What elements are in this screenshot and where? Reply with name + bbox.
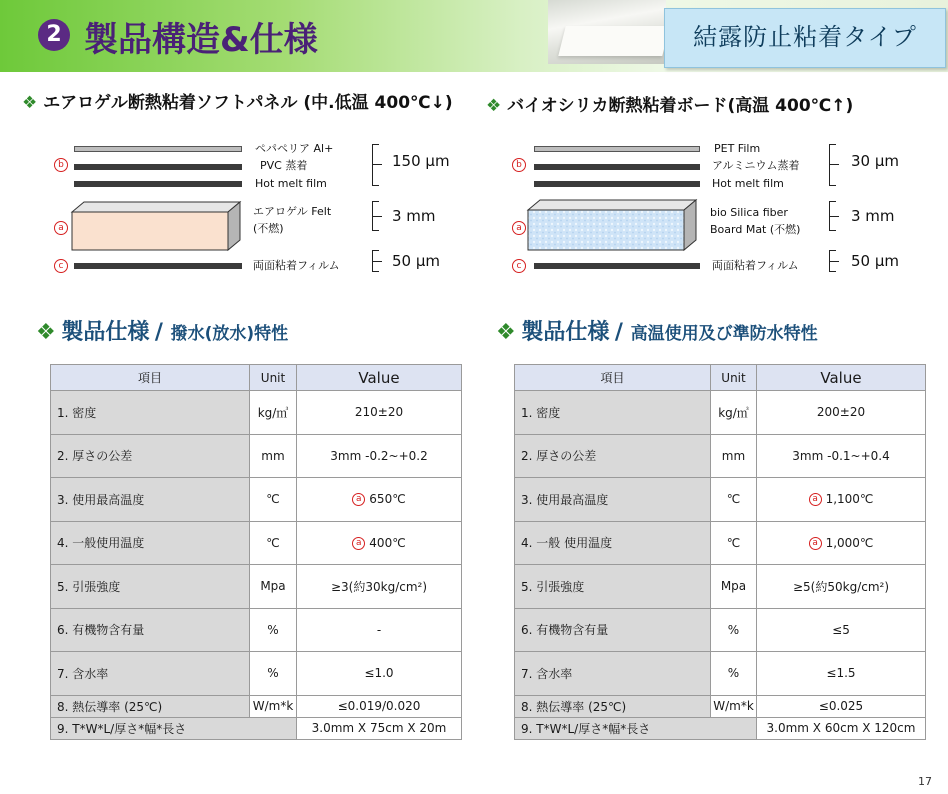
- row-value-text: ≥5(約50kg/cm²): [792, 579, 890, 594]
- table-row: [51, 652, 462, 696]
- right-marker-c: c: [512, 259, 526, 273]
- row-unit: mm: [711, 434, 757, 478]
- right-c-thickness: 50 µm: [851, 252, 900, 270]
- right-marker-b: b: [512, 158, 526, 172]
- row-value-text: ≤1.5: [826, 666, 856, 681]
- left-marker-b: b: [54, 158, 68, 172]
- left-double-tape-film: [74, 263, 242, 269]
- row-item: 2. 厚さの公差: [515, 434, 711, 478]
- row-unit: ℃: [711, 521, 757, 565]
- right-spec-subtitle: 高温使用及び準防水特性: [630, 324, 818, 344]
- right-a-line-1: bio Silica fiber: [710, 206, 788, 219]
- header-unit: Unit: [711, 365, 757, 391]
- left-marker-c: c: [54, 259, 68, 273]
- row-value-text: 400℃: [369, 535, 406, 550]
- header-value: Value: [297, 365, 462, 391]
- row-value: [757, 652, 926, 696]
- row-unit: ℃: [711, 478, 757, 522]
- right-a-line-2: Board Mat (不燃): [710, 223, 801, 236]
- table-header-row: [51, 365, 462, 391]
- table-row: [51, 434, 462, 478]
- row-value: [757, 434, 926, 478]
- slash-separator: /: [614, 320, 631, 345]
- row-unit: Mpa: [711, 565, 757, 609]
- right-silica-board-block: [526, 198, 702, 252]
- row-value-text: ≤0.019/0.020: [337, 699, 421, 713]
- right-section-heading: [486, 91, 853, 116]
- row-unit: kg/㎥: [250, 391, 297, 435]
- circled-marker-a: a: [809, 537, 822, 550]
- left-b-line-1: ペパペリア Al+: [255, 142, 334, 155]
- row-item: 6. 有機物含有量: [51, 608, 250, 652]
- left-section-heading: [22, 88, 453, 113]
- row-value: [297, 521, 462, 565]
- left-spec-heading: [36, 315, 288, 346]
- row-value-text: 3mm -0.1~+0.4: [792, 448, 890, 463]
- row-value-text: ≤0.025: [818, 699, 864, 713]
- row-unit: kg/㎥: [711, 391, 757, 435]
- diamond-bullet-icon: ❖: [486, 96, 502, 116]
- row-value-text: 200±20: [816, 405, 866, 420]
- row-item: 6. 有機物含有量: [515, 608, 711, 652]
- row-value: [757, 478, 926, 522]
- table-row: [51, 391, 462, 435]
- left-a-thickness: 3 mm: [392, 207, 436, 225]
- circled-marker-a: a: [809, 493, 822, 506]
- table-row: [515, 695, 926, 717]
- right-spec-table: [514, 364, 926, 740]
- right-b-line-2: アルミニウム蒸着: [712, 159, 800, 172]
- row-unit: W/m*k: [711, 695, 757, 717]
- row-value: [757, 565, 926, 609]
- left-a-line-1: エアロゲル Felt: [253, 205, 332, 218]
- row-value: [757, 608, 926, 652]
- table-row: [515, 652, 926, 696]
- table-row: [515, 608, 926, 652]
- row-item: 7. 含水率: [515, 652, 711, 696]
- right-spec-heading: [496, 315, 818, 346]
- row-unit: %: [711, 652, 757, 696]
- table-row: [51, 608, 462, 652]
- left-film-middle: [74, 164, 242, 170]
- row-value-text: 3mm -0.2~+0.2: [330, 448, 428, 463]
- row-unit: %: [250, 652, 297, 696]
- left-spec-table: [50, 364, 462, 740]
- circled-marker-a: a: [352, 537, 365, 550]
- row-item: 9. T*W*L/厚さ*幅*長さ: [515, 717, 757, 739]
- row-item: 3. 使用最高温度: [515, 478, 711, 522]
- row-value: 3.0mm X 60cm X 120cm: [757, 717, 926, 739]
- row-item: 5. 引張強度: [515, 565, 711, 609]
- left-spec-title: 製品仕様: [61, 320, 150, 345]
- row-value: [757, 521, 926, 565]
- left-b-line-2: PVC 蒸着: [260, 159, 308, 172]
- header-item: 項目: [515, 365, 711, 391]
- row-value-text: 1,000℃: [825, 535, 874, 550]
- page-number: 17: [918, 775, 932, 788]
- type-label: 結露防止粘着タイプ: [693, 23, 917, 51]
- header-unit: Unit: [250, 365, 297, 391]
- table-row: [515, 521, 926, 565]
- row-unit: W/m*k: [250, 695, 297, 717]
- section-number-badge: 2: [38, 19, 70, 51]
- panel-product-slab: [558, 26, 669, 56]
- table-row: [515, 565, 926, 609]
- table-row: [51, 695, 462, 717]
- circled-marker-a: a: [352, 493, 365, 506]
- row-item: 4. 一般使用温度: [51, 521, 250, 565]
- left-aerogel-felt-block: [70, 200, 246, 252]
- table-row: [51, 521, 462, 565]
- page-title: 製品構造&仕様: [84, 20, 318, 60]
- row-unit: %: [711, 608, 757, 652]
- row-value-text: ≤5: [832, 622, 850, 637]
- right-spec-title: 製品仕様: [521, 320, 610, 345]
- diamond-bullet-icon: ❖: [22, 93, 38, 113]
- row-value: [297, 391, 462, 435]
- left-section-title: エアロゲル断熱粘着ソフトパネル (中.低温 400℃↓): [43, 93, 453, 113]
- slash-separator: /: [154, 320, 171, 345]
- left-marker-a: a: [54, 221, 68, 235]
- table-row: [515, 391, 926, 435]
- row-item: 2. 厚さの公差: [51, 434, 250, 478]
- row-value: [757, 391, 926, 435]
- row-value-text: ≤1.0: [364, 666, 394, 681]
- row-value: [297, 565, 462, 609]
- left-c-label: 両面粘着フィルム: [253, 259, 340, 272]
- right-double-tape-film: [534, 263, 700, 269]
- table-row: [515, 717, 926, 739]
- right-film-middle: [534, 164, 700, 170]
- row-item: 7. 含水率: [51, 652, 250, 696]
- row-value-text: ≥3(約30kg/cm²): [330, 579, 428, 594]
- row-item: 9. T*W*L/厚さ*幅*長さ: [51, 717, 297, 739]
- row-item: 1. 密度: [51, 391, 250, 435]
- right-b-line-3: Hot melt film: [712, 177, 784, 190]
- right-b-thickness: 30 µm: [851, 152, 900, 170]
- row-value: [297, 478, 462, 522]
- right-b-bracket: [829, 144, 830, 186]
- left-film-top: [74, 146, 242, 152]
- table-row: [51, 478, 462, 522]
- row-item: 3. 使用最高温度: [51, 478, 250, 522]
- left-b-line-3: Hot melt film: [255, 177, 327, 190]
- left-film-bottom: [74, 181, 242, 187]
- row-item: 8. 熱伝導率 (25℃): [515, 695, 711, 717]
- row-value: [297, 608, 462, 652]
- row-unit: ℃: [250, 521, 297, 565]
- right-section-title: バイオシリカ断熱粘着ボード(高温 400℃↑): [507, 96, 854, 116]
- table-row: [515, 478, 926, 522]
- table-row: [51, 717, 462, 739]
- left-spec-subtitle: 撥水(放水)特性: [170, 324, 289, 344]
- header-item: 項目: [51, 365, 250, 391]
- right-a-thickness: 3 mm: [851, 207, 895, 225]
- right-marker-a: a: [512, 221, 526, 235]
- table-row: [51, 565, 462, 609]
- row-value-text: 210±20: [354, 405, 404, 420]
- left-b-thickness: 150 µm: [392, 152, 450, 170]
- left-b-bracket: [372, 144, 373, 186]
- row-value-text: 1,100℃: [825, 492, 874, 507]
- row-value: 3.0mm X 75cm X 20m: [297, 717, 462, 739]
- table-header-row: [515, 365, 926, 391]
- row-item: 1. 密度: [515, 391, 711, 435]
- header-value: Value: [757, 365, 926, 391]
- row-unit: mm: [250, 434, 297, 478]
- right-b-line-1: PET Film: [714, 142, 761, 155]
- row-value-text: 650℃: [369, 492, 406, 507]
- row-item: 5. 引張強度: [51, 565, 250, 609]
- row-unit: ℃: [250, 478, 297, 522]
- diamond-bullet-icon: ❖: [496, 320, 516, 345]
- diamond-bullet-icon: ❖: [36, 320, 56, 345]
- left-c-thickness: 50 µm: [392, 252, 441, 270]
- row-item: 8. 熱伝導率 (25℃): [51, 695, 250, 717]
- row-value: [757, 695, 926, 717]
- left-a-line-2: (不燃): [253, 222, 284, 235]
- row-value: [297, 434, 462, 478]
- table-row: [515, 434, 926, 478]
- right-film-bottom: [534, 181, 700, 187]
- row-item: 4. 一般 使用温度: [515, 521, 711, 565]
- row-value: [297, 652, 462, 696]
- right-c-label: 両面粘着フィルム: [712, 259, 799, 272]
- row-unit: Mpa: [250, 565, 297, 609]
- right-film-top: [534, 146, 700, 152]
- row-unit: %: [250, 608, 297, 652]
- row-value: [297, 695, 462, 717]
- row-value-text: -: [376, 622, 382, 637]
